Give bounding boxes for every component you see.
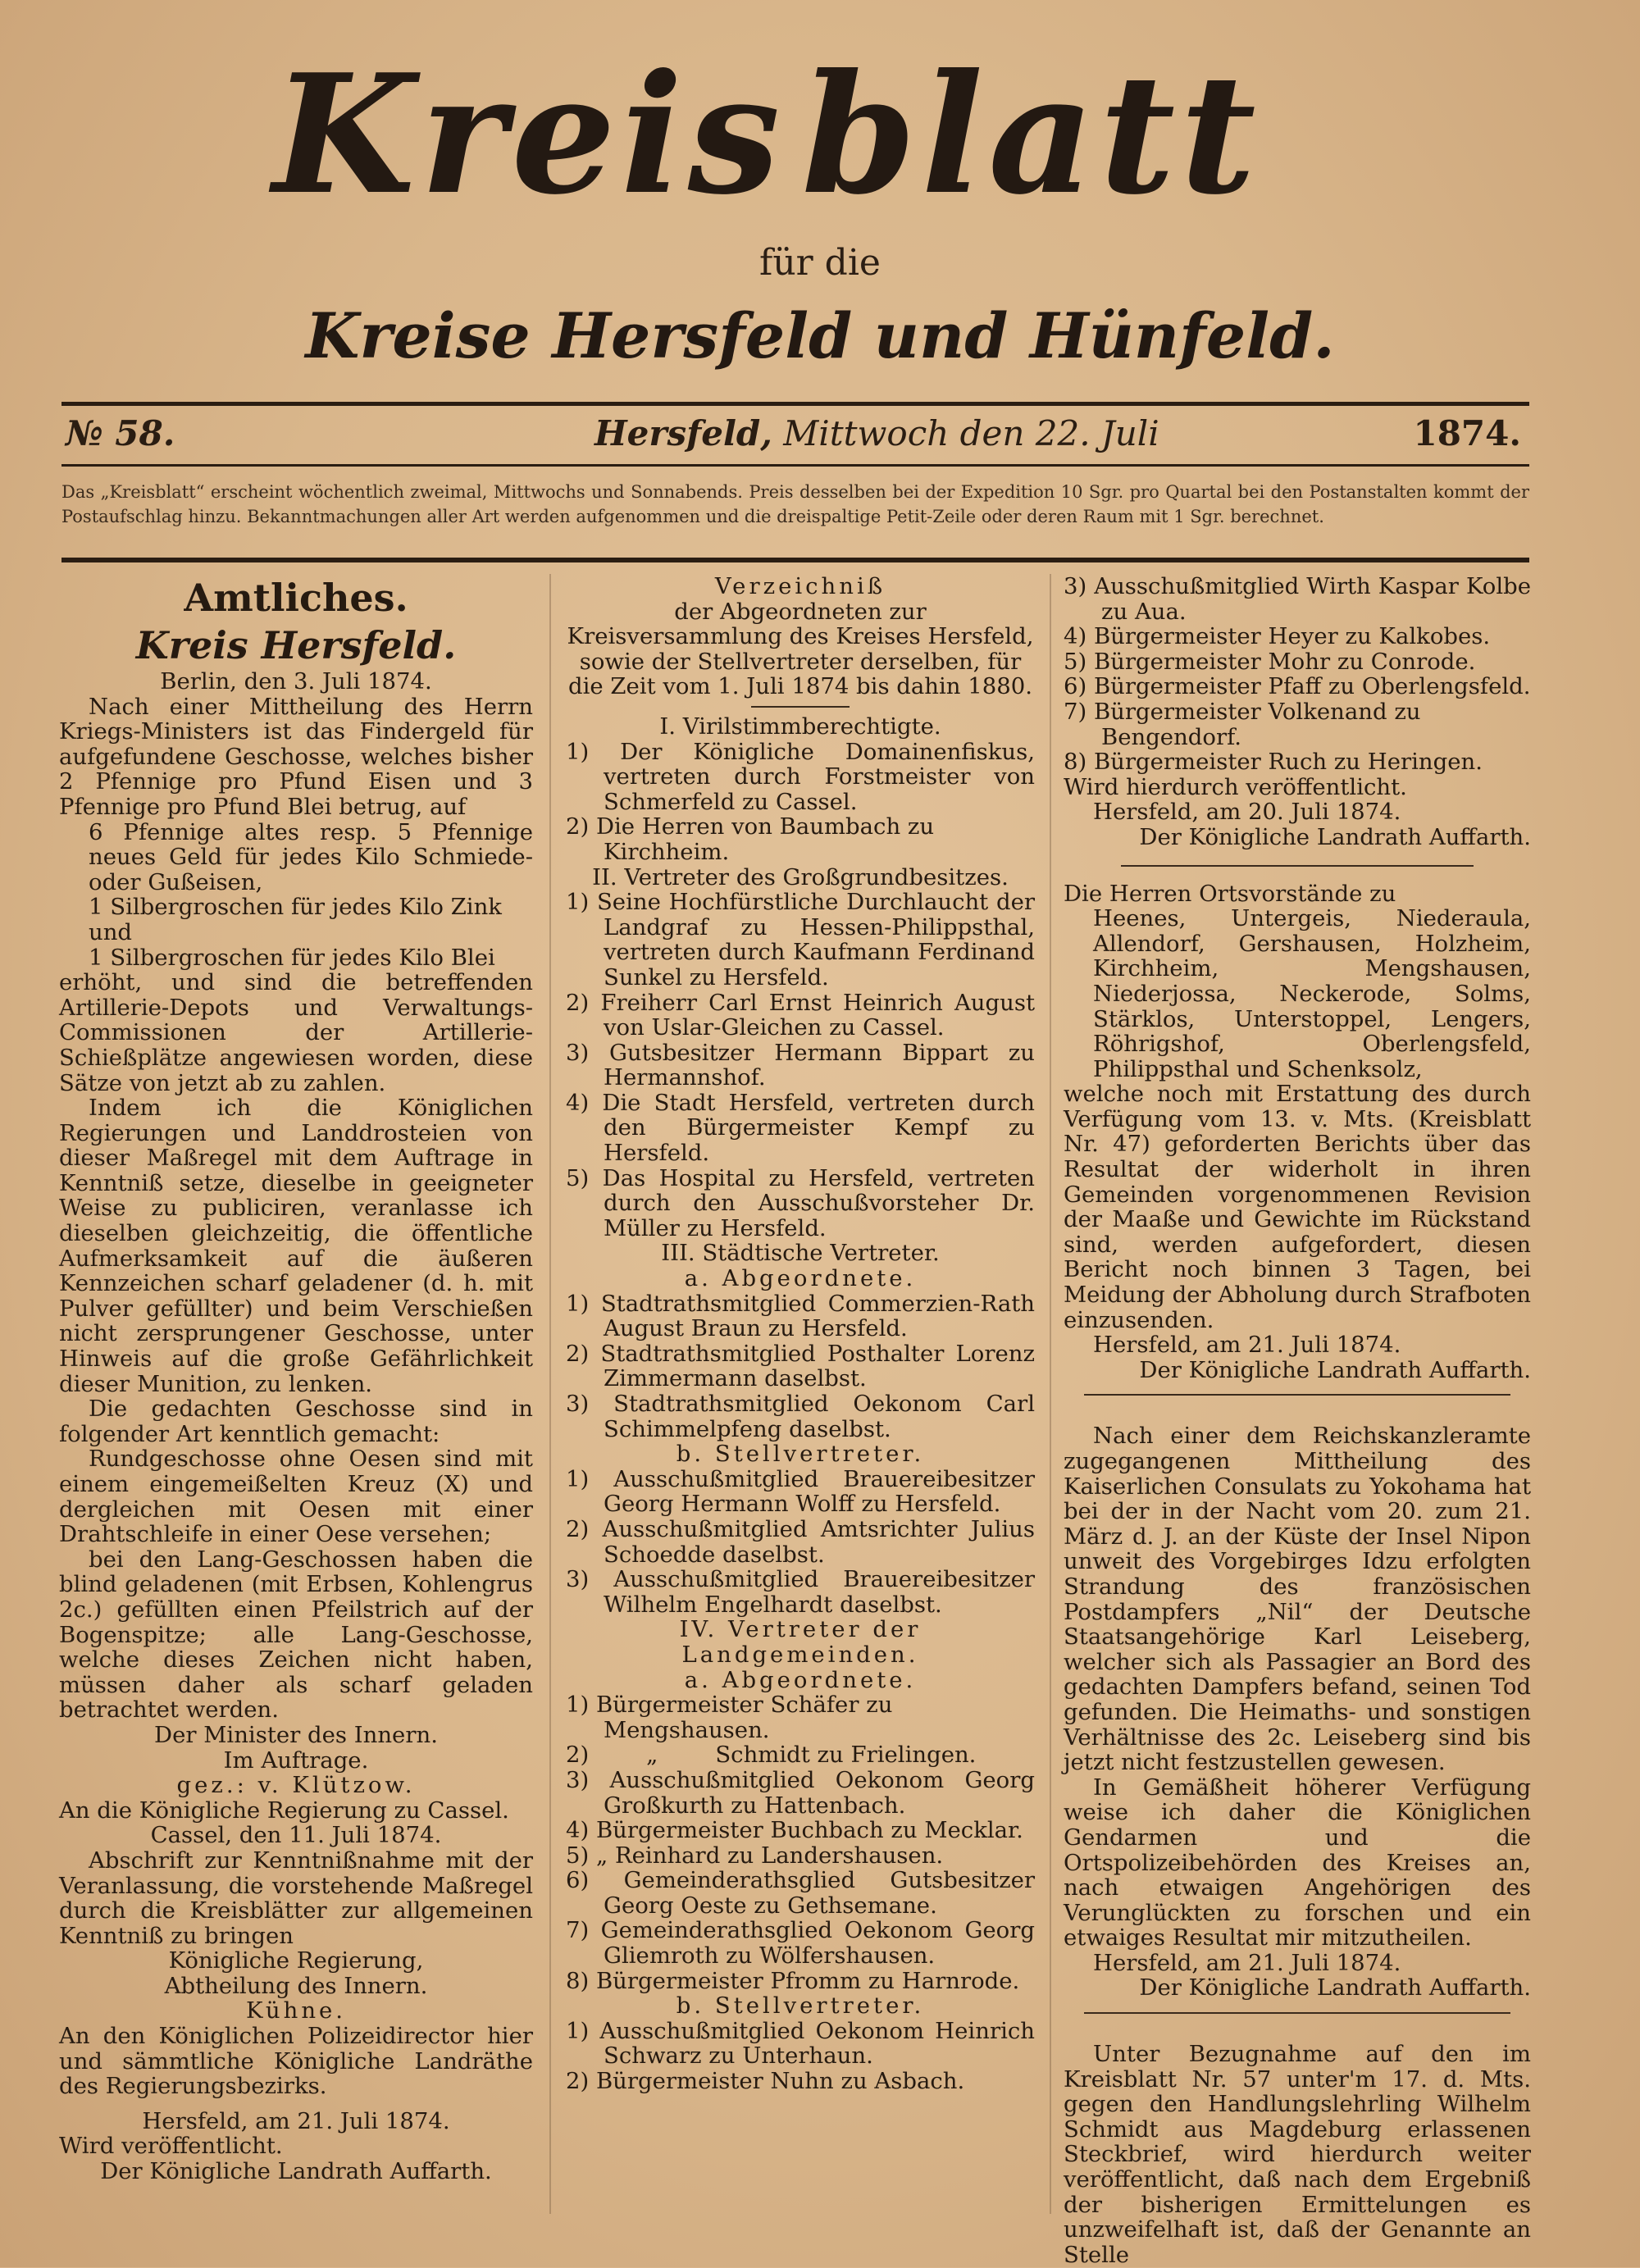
dateline-berlin: Berlin, den 3. Juli 1874. <box>160 668 432 695</box>
signature: gez.: v. Klützow. <box>176 1772 416 1799</box>
list-item: 2) Bürgermeister Nuhn zu Asbach. <box>566 2068 965 2095</box>
list-item: 5) „ Reinhard zu Landershausen. <box>566 1842 944 1869</box>
paragraph: In Gemäßheit höherer Verfügung weise ich daher die Königlichen Gendarmen und die Ortspolizeibehörden des Kreises an, nach etwaigen Angehörigen des Verunglückten zu forschen und ein etwaiges Resultat mir mitzutheilen. <box>1064 1774 1531 1951</box>
divider <box>1084 2012 1510 2014</box>
paragraph: 6 Pfennige altes resp. 5 Pfennige neues Geld für jedes Kilo Schmiede- oder Gußeisen, <box>89 818 533 895</box>
signature: Königliche Regierung, <box>168 1947 424 1974</box>
list-item: 4) Bürgermeister Heyer zu Kalkobes. <box>1064 623 1491 650</box>
list-item: 6) Bürgermeister Pfaff zu Oberlengsfeld. <box>1064 673 1531 700</box>
date-place <box>594 413 1159 453</box>
dateline-hersfeld: Hersfeld, am 21. Juli 1874. <box>1093 1332 1401 1359</box>
masthead-title <box>272 25 1261 246</box>
list-item: 1) Der Königliche Domainenfiskus, vertreten durch Forstmeister von Schmerfeld zu Cassel. <box>566 738 1035 815</box>
list-heading: III. Städtische Vertreter. <box>661 1240 940 1267</box>
dateline-cassel: Cassel, den 11. Juli 1874. <box>150 1822 442 1849</box>
signature: Der Minister des Innern. <box>154 1721 438 1748</box>
dateline-rule <box>61 464 1529 467</box>
list-item: 7) Bürgermeister Volkenand zu Bengendorf. <box>1064 698 1421 750</box>
paragraph: 1 Silbergroschen für jedes Kilo Zink und <box>89 894 502 945</box>
signature: Abtheilung des Innern. <box>164 1972 428 1999</box>
addressee: An die Königliche Regierung zu Cassel. <box>59 1797 509 1824</box>
list-item: 2) Freiherr Carl Ernst Heinrich August von Uslar-Gleichen zu Cassel. <box>566 989 1035 1041</box>
signature: Der Königliche Landrath Auffarth. <box>1139 1356 1531 1383</box>
paragraph: Rundgeschosse ohne Oesen sind mit einem eingemeißelten Kreuz (X) und dergleichen mit Oesen mit einer Drahtschleife in einer Oese versehen; <box>59 1446 533 1548</box>
list-item: 1) Seine Hochfürstliche Durchlaucht der Landgraf zu Hessen-Philippsthal, vertreten durch Kaufmann Ferdinand Sunkel zu Hersfeld. <box>566 889 1035 991</box>
list-item: 4) Bürgermeister Buchbach zu Mecklar. <box>566 1817 1023 1844</box>
dateline <box>61 410 1529 459</box>
column-1 <box>59 574 533 2184</box>
paragraph: Nach einer dem Reichskanzleramte zugegangenen Mittheilung des Kaiserlichen Consulats zu Yokohama hat bei der in der Nacht vom 20. zum 21. März d. J. an der Küste der Insel Nipon unweit des Vorgebirges Idzu erfolgten Strandung des französischen Postdampfers „Nil“ der Deutsche Staatsangehörige Karl Leiseberg, welcher sich als Passagier an Bord des gedachten Dampfers befand, seinen Tod gefunden. Die Heimaths- und sonstigen Verhältnisse des 2c. Leiseberg sind bis jetzt nicht festzustellen gewesen. <box>1064 1423 1531 1776</box>
list-intro: der Abgeordneten zur Kreisversammlung des Kreises Hersfeld, sowie der Stellvertreter derselben, für die Zeit vom 1. Juli 1874 bis dahin 1880. <box>567 598 1034 700</box>
list-heading: II. Vertreter des Großgrundbesitzes. <box>592 863 1009 890</box>
list-item: 3) Ausschußmitglied Wirth Kaspar Kolbe zu Aua. <box>1064 573 1531 625</box>
signature: Der Königliche Landrath Auffarth. <box>1139 823 1531 850</box>
list-subheading: b. Stellvertreter. <box>676 1992 925 2020</box>
list-item: 4) Die Stadt Hersfeld, vertreten durch den Bürgermeister Kempf zu Hersfeld. <box>566 1089 1035 1167</box>
list-item: 7) Gemeinderathsglied Oekonom Georg Gliemroth zu Wölfershausen. <box>566 1917 1035 1970</box>
signature: Im Auftrage. <box>223 1747 369 1774</box>
list-item: 1) Bürgermeister Schäfer zu Mengshausen. <box>566 1692 893 1743</box>
list-item: 6) Gemeinderathsglied Gutsbesitzer Georg Oeste zu Gethsemane. <box>566 1867 1035 1919</box>
paragraph: Die gedachten Geschosse sind in folgender Art kenntlich gemacht: <box>59 1396 533 1447</box>
title-right: blatt <box>801 39 1261 231</box>
list-item: 5) Bürgermeister Mohr zu Conrode. <box>1064 648 1476 675</box>
list-item: 1) Ausschußmitglied Oekonom Heinrich Schwarz zu Unterhaun. <box>566 2017 1035 2070</box>
list-item: 1) Stadtrathsmitglied Commerzien-Rath August Braun zu Hersfeld. <box>566 1290 1035 1342</box>
divider <box>1121 865 1474 867</box>
issue-number: № 58. <box>66 413 175 453</box>
list-item: 3) Stadtrathsmitglied Oekonom Carl Schimmelpfeng daselbst. <box>566 1391 1035 1442</box>
top-rule <box>61 402 1529 406</box>
list-title: Verzeichniß <box>714 573 886 599</box>
paragraph: bei den Lang-Geschossen haben die blind geladenen (mit Erbsen, Kohlengrus 2c.) gefüllten einen Pfeilstrich auf der Bogenspitze; alle Lang-Geschosse, welche dieses Zeichen nicht haben, müssen daher als scharf geladen betrachtet werden. <box>59 1546 533 1724</box>
list-item: 3) Ausschußmitglied Oekonom Georg Großkurth zu Hattenbach. <box>566 1766 1035 1819</box>
dateline-hersfeld: Hersfeld, am 21. Juli 1874. <box>142 2107 450 2134</box>
addressee: An den Königlichen Polizeidirector hier und sämmtliche Königliche Landräthe des Regierungsbezirks. <box>59 2023 533 2100</box>
signature: Der Königliche Landrath Auffarth. <box>1139 1974 1531 2002</box>
publication-note: Wird veröffentlicht. <box>59 2133 283 2160</box>
paragraph: Die Herren Ortsvorstände zu <box>1064 880 1396 907</box>
divider <box>1084 1394 1510 1396</box>
list-item: 2) „ Schmidt zu Frielingen. <box>566 1742 977 1769</box>
list-item: 8) Bürgermeister Ruch zu Heringen. <box>1064 749 1483 776</box>
subtitle-kreise: Kreise Hersfeld und Hünfeld. <box>305 299 1335 372</box>
notice-rule <box>61 558 1529 562</box>
list-item: 2) Ausschußmitglied Amtsrichter Julius Schoedde daselbst. <box>566 1515 1035 1568</box>
district-heading: Kreis Hersfeld. <box>135 623 457 667</box>
date: Mittwoch den 22. Juli <box>783 413 1159 453</box>
paragraph: Nach einer Mittheilung des Herrn Kriegs-Ministers ist das Findergeld für aufgefundene Geschosse, welches bisher 2 Pfennige pro Pfund Eisen und 3 Pfennige pro Pfund Blei betrug, auf <box>59 693 533 820</box>
column-divider <box>1050 574 1051 2214</box>
masthead <box>0 16 1640 385</box>
list-item: 2) Die Herren von Baumbach zu Kirchheim. <box>566 813 935 865</box>
title-left: Kreis <box>272 39 786 231</box>
place: Hersfeld, <box>594 413 772 453</box>
list-item: 8) Bürgermeister Pfromm zu Harnrode. <box>566 1967 1020 1994</box>
list-subheading: b. Stellvertreter. <box>676 1441 925 1468</box>
signature: Kühne. <box>245 1997 347 2024</box>
column-divider <box>549 574 551 2214</box>
paragraph: Abschrift zur Kenntnißnahme mit der Veranlassung, die vorstehende Maßregel durch die Kreisblätter zur allgemeinen Kenntniß zu bringen <box>59 1847 533 1949</box>
divider <box>751 706 850 708</box>
list-subheading: a. Abgeordnete. <box>684 1666 917 1693</box>
paragraph: welche noch mit Erstattung des durch Verfügung vom 13. v. Mts. (Kreisblatt Nr. 47) geforderten Berichts über das Resultat der widerholt in ihren Gemeinden vorgenommenen Revision der Maaße und Gewichte im Rückstand sind, werden aufgefordert, diesen Bericht noch binnen 3 Tagen, bei Meidung der Abholung durch Strafboten einzusenden. <box>1064 1081 1531 1333</box>
paragraph: Indem ich die Königlichen Regierungen und Landdrosteien von dieser Maßregel mit dem Auftrage in Kenntniß setze, dieselbe in geeigneter Weise zu publiciren, veranlasse ich dieselben gleichzeitig, die öffentliche Aufmerksamkeit auf die äußeren Kennzeichen scharf geladener (d. h. mit Pulver gefüllter) und beim Verschießen nicht zersprungener Geschosse, unter Hinweis auf die große Gefährlichkeit dieser Munition, zu lenken. <box>59 1095 533 1397</box>
subtitle-fuer: für die <box>759 242 881 284</box>
village-list: Heenes, Untergeis, Niederaula, Allendorf, Gershausen, Holzheim, Kirchheim, Mengshausen, Niederjossa, Neckerode, Solms, Stärklos, Unterstoppel, Lengers, Röhrigshof, Oberlengsfeld, Philippsthal und Schenksolz, <box>1093 905 1531 1082</box>
list-item: 1) Ausschußmitglied Brauereibesitzer Georg Hermann Wolff zu Hersfeld. <box>566 1465 1035 1518</box>
publication-note: Wird hierdurch veröffentlicht. <box>1064 773 1407 800</box>
list-heading: IV. Vertreter der Landgemeinden. <box>679 1616 922 1668</box>
list-subheading: a. Abgeordnete. <box>684 1265 917 1292</box>
subscription-notice: Das „Kreisblatt“ erscheint wöchentlich zweimal, Mittwochs und Sonnabends. Preis desselben bei der Expedition 10 Sgr. pro Quartal bei den Postanstalten kommt der Postaufschlag hinzu. Bekanntmachungen aller Art werden aufgenommen und die dreispaltige Petit-Zeile oder deren Raum mit 1 Sgr. berechnet. <box>61 482 1529 526</box>
dateline-hersfeld: Hersfeld, am 21. Juli 1874. <box>1093 1949 1401 1976</box>
column-3 <box>1064 574 1531 2267</box>
paragraph: Unter Bezugnahme auf den im Kreisblatt Nr. 57 unter'm 17. d. Mts. gegen den Handlungslehrling Wilhelm Schmidt aus Magdeburg erlassenen Steckbrief, wird hierdurch weiter veröffentlicht, daß nach dem Ergebniß der bisherigen Ermittelungen es unzweifelhaft ist, daß der Genannte an Stelle <box>1064 2041 1531 2268</box>
paragraph: erhöht, und sind die betreffenden Artillerie-Depots und Verwaltungs-Commissionen der Artillerie-Schießplätze angewiesen worden, diese Sätze von jetzt ab zu zahlen. <box>59 969 533 1096</box>
list-item: 3) Gutsbesitzer Hermann Bippart zu Hermannshof. <box>566 1039 1035 1091</box>
list-item: 5) Das Hospital zu Hersfeld, vertreten durch den Ausschußvorsteher Dr. Müller zu Hersfeld. <box>566 1164 1035 1241</box>
list-item: 3) Ausschußmitglied Brauereibesitzer Wilhelm Engelhardt daselbst. <box>566 1566 1035 1618</box>
paragraph: 1 Silbergroschen für jedes Kilo Blei <box>89 944 495 971</box>
list-item: 2) Stadtrathsmitglied Posthalter Lorenz Zimmermann daselbst. <box>566 1340 1035 1392</box>
section-heading: Amtliches. <box>184 576 408 620</box>
year: 1874. <box>1413 413 1521 453</box>
dateline-hersfeld: Hersfeld, am 20. Juli 1874. <box>1093 799 1401 826</box>
list-heading: I. Virilstimmberechtigte. <box>659 713 941 740</box>
signature: Der Königliche Landrath Auffarth. <box>100 2158 492 2185</box>
column-2 <box>566 574 1035 2094</box>
